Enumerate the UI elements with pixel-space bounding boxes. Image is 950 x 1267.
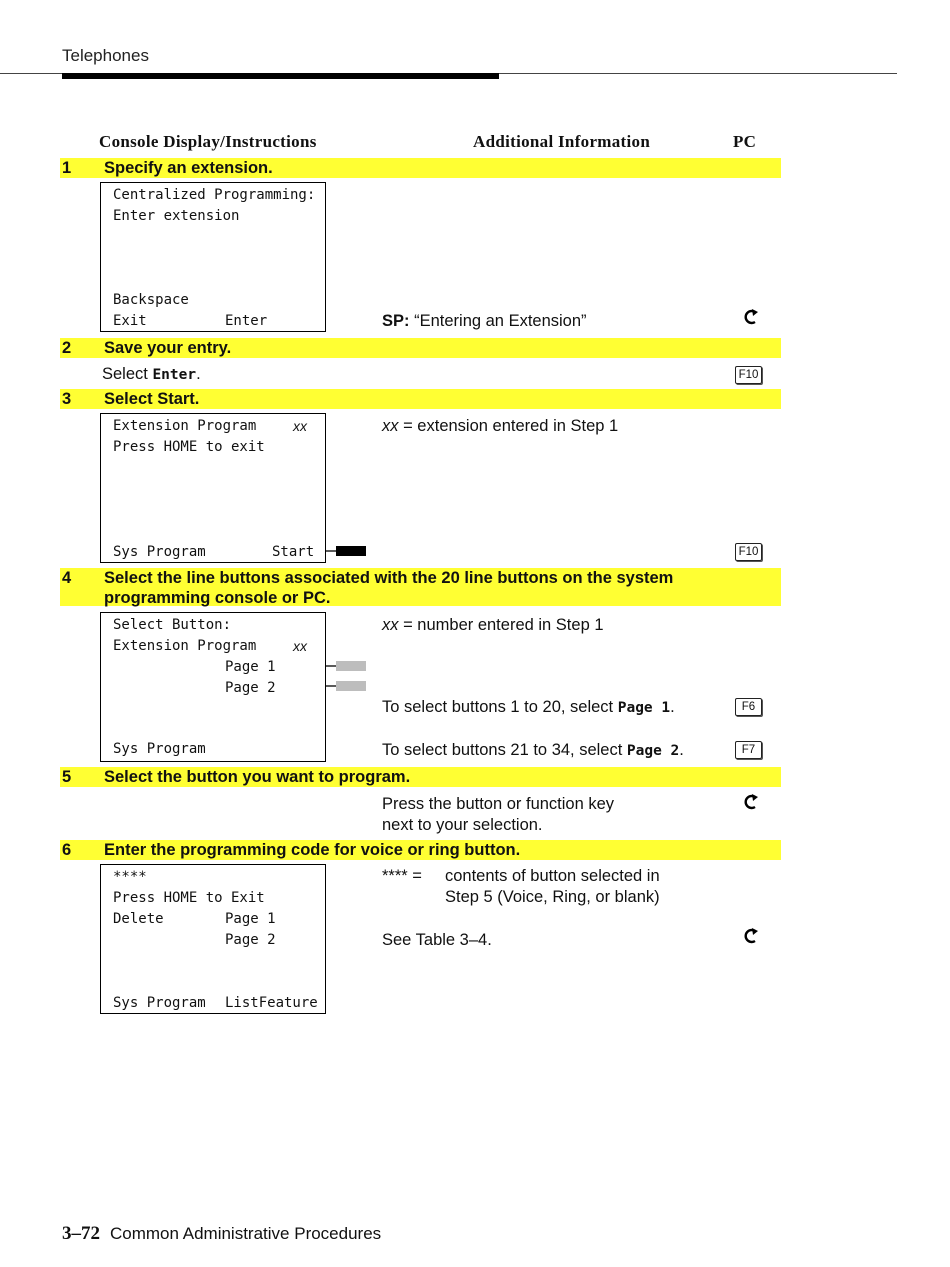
info-text: To select buttons 21 to 34, select bbox=[382, 741, 627, 759]
screen-line: Extension Program bbox=[113, 638, 257, 654]
exit-softkey: Exit bbox=[113, 313, 147, 329]
page-1-instruction bbox=[382, 697, 675, 719]
sys-program-softkey: Sys Program bbox=[113, 544, 206, 560]
step-2-instruction bbox=[102, 364, 201, 386]
screen-line: Select Button: bbox=[113, 617, 232, 633]
chapter-title: Common Administrative Procedures bbox=[110, 1224, 382, 1243]
screen-line: Press HOME to exit bbox=[113, 439, 265, 455]
info-text: = extension entered in Step 1 bbox=[398, 417, 619, 435]
step-title: Save your entry. bbox=[104, 339, 232, 357]
f10-key-icon: F10 bbox=[735, 366, 762, 384]
col-pc-heading: PC bbox=[733, 132, 757, 151]
step-4-header bbox=[60, 568, 781, 606]
screen-line: Press HOME to Exit bbox=[113, 890, 265, 906]
info-period: . bbox=[670, 698, 675, 716]
sys-program-softkey: Sys Program bbox=[113, 995, 206, 1011]
step-number: 4 bbox=[62, 569, 72, 587]
col-console-heading: Console Display/Instructions bbox=[99, 132, 317, 151]
extension-variable: xx bbox=[293, 638, 307, 654]
start-button-indicator bbox=[326, 545, 366, 557]
step-title: Enter the programming code for voice or ring button. bbox=[104, 841, 521, 859]
f10-key-icon: F10 bbox=[735, 543, 762, 561]
info-text: contents of button selected in bbox=[445, 867, 660, 885]
step-1-header bbox=[60, 158, 781, 178]
info-text: = number entered in Step 1 bbox=[398, 616, 604, 634]
step-5-info bbox=[382, 794, 614, 836]
stars-label: **** = bbox=[382, 867, 422, 885]
extension-variable: xx bbox=[382, 417, 399, 435]
step-title: Select the line buttons associated with the 20 line buttons on the system programming console or PC. bbox=[104, 569, 674, 607]
page-1-softkey: Page 1 bbox=[225, 659, 276, 675]
screen-line: Centralized Programming: bbox=[113, 187, 316, 203]
page-1-button-indicator bbox=[326, 660, 366, 672]
page-2-instruction bbox=[382, 740, 684, 762]
step-number: 5 bbox=[62, 768, 72, 786]
screen-line: Extension Program bbox=[113, 418, 257, 434]
step-number: 3 bbox=[62, 390, 72, 408]
page-footer bbox=[62, 1223, 381, 1245]
extension-variable: xx bbox=[382, 616, 399, 634]
backspace-softkey: Backspace bbox=[113, 292, 189, 308]
info-period: . bbox=[679, 741, 684, 759]
screen-line: Enter extension bbox=[113, 208, 240, 224]
screen-line: **** bbox=[113, 869, 147, 885]
step-1-info bbox=[382, 311, 587, 332]
step-2-header bbox=[60, 338, 781, 358]
f6-key-icon: F6 bbox=[735, 698, 762, 716]
step-title: Select the button you want to program. bbox=[104, 768, 411, 786]
instruction-period: . bbox=[196, 365, 201, 383]
delete-softkey: Delete bbox=[113, 911, 164, 927]
page-2-key-label: Page 2 bbox=[626, 743, 680, 759]
enter-key-label: Enter bbox=[152, 367, 197, 383]
enter-softkey: Enter bbox=[225, 313, 268, 329]
step-title: Specify an extension. bbox=[104, 159, 273, 177]
step-3-info bbox=[382, 416, 618, 437]
page-1-softkey: Page 1 bbox=[225, 911, 276, 927]
step-number: 2 bbox=[62, 339, 72, 357]
sp-label: SP: bbox=[382, 312, 410, 330]
section-title: Telephones bbox=[62, 46, 149, 65]
table-reference: See Table 3–4. bbox=[382, 931, 492, 949]
step-3-header bbox=[60, 389, 781, 409]
console-screen-extension-program bbox=[100, 413, 326, 563]
console-screen-programming-code bbox=[100, 864, 326, 1014]
col-info-heading: Additional Information bbox=[473, 132, 651, 151]
f7-key-icon: F7 bbox=[735, 741, 762, 759]
info-text: Press the button or function key bbox=[382, 795, 615, 813]
sp-reference: “Entering an Extension” bbox=[409, 312, 587, 330]
step-6-header bbox=[60, 840, 781, 860]
page-2-softkey: Page 2 bbox=[225, 932, 276, 948]
list-feature-softkey: ListFeature bbox=[225, 995, 318, 1011]
step-5-header bbox=[60, 767, 781, 787]
stars-description bbox=[445, 866, 660, 908]
step-4-info bbox=[382, 615, 604, 636]
start-softkey: Start bbox=[272, 544, 315, 560]
console-screen-select-button bbox=[100, 612, 326, 762]
info-text: To select buttons 1 to 20, select bbox=[382, 698, 618, 716]
step-title: Select Start. bbox=[104, 390, 200, 408]
page-1-key-label: Page 1 bbox=[617, 700, 671, 716]
sys-program-softkey: Sys Program bbox=[113, 741, 206, 757]
instruction-text: Select bbox=[102, 365, 153, 383]
page-2-button-indicator bbox=[326, 680, 366, 692]
info-text: next to your selection. bbox=[382, 816, 543, 834]
return-key-icon bbox=[741, 309, 759, 325]
info-text: Step 5 (Voice, Ring, or blank) bbox=[445, 888, 660, 906]
page-2-softkey: Page 2 bbox=[225, 680, 276, 696]
step-number: 1 bbox=[62, 159, 72, 177]
console-screen-extension-entry bbox=[100, 182, 326, 332]
return-key-icon bbox=[741, 794, 759, 810]
return-key-icon bbox=[741, 928, 759, 944]
page-number: 3–72 bbox=[62, 1223, 100, 1244]
step-number: 6 bbox=[62, 841, 72, 859]
extension-variable: xx bbox=[293, 418, 307, 434]
header-bar bbox=[62, 73, 499, 79]
